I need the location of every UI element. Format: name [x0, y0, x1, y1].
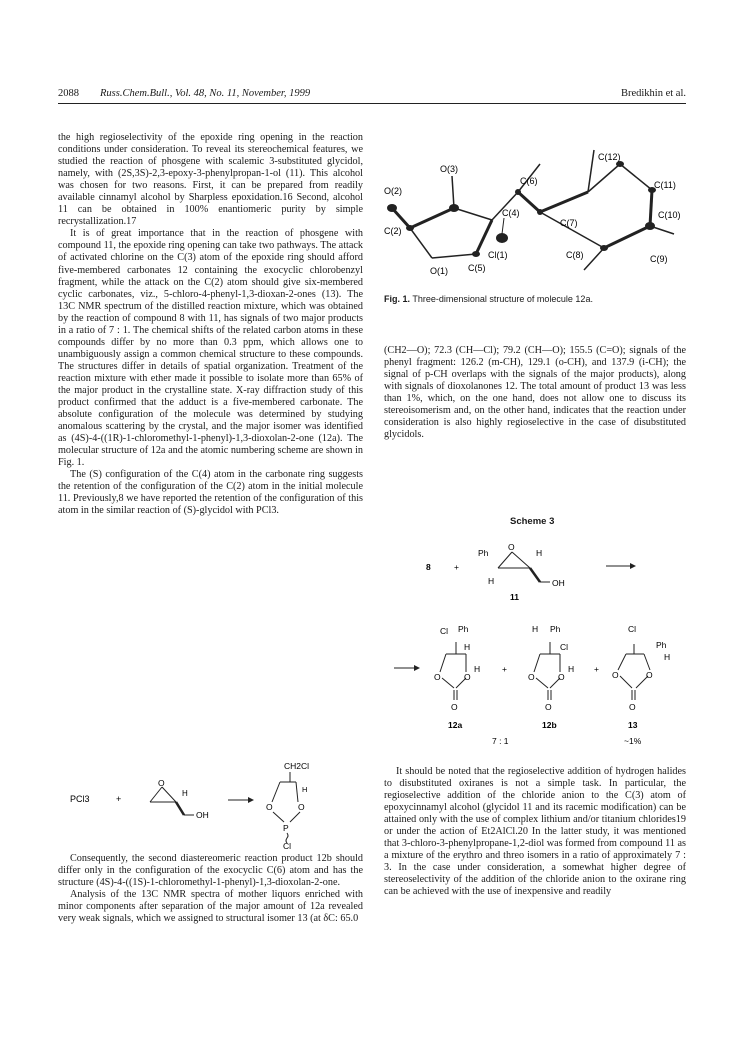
s3-o1-12b: O [528, 672, 535, 682]
s3-h-12a: H [464, 642, 471, 652]
phosphorus-label: P [283, 823, 289, 833]
scheme-3 [384, 530, 686, 760]
plus-3: + [594, 664, 599, 674]
ring-oxygen-1: O [266, 802, 273, 812]
plus-sign: + [116, 794, 122, 804]
s3-cl-12b: Cl [560, 642, 569, 652]
s3-h-1: H [536, 548, 543, 558]
arrow-head [248, 797, 254, 803]
right-column-lower [384, 766, 686, 899]
pcl3-reaction-scheme [58, 760, 363, 850]
s3-o2-12a: O [464, 672, 471, 682]
paragraph-5: Analysis of the 13C NMR spectra of mother liquors enriched with minor components after separation of the major amount of 12a revealed very weak signals, which we assigned to structural isomer 13 (at δC: 65.0 [58, 889, 363, 925]
s3-compound-11: 11 [510, 592, 519, 602]
s3-h2-12a: H [474, 664, 481, 674]
atom-label-14: C(5) [468, 263, 486, 273]
atom-label-9: C(2) [384, 226, 402, 236]
hydroxyl-label: OH [196, 810, 209, 820]
s3-o3-12a: O [451, 702, 458, 712]
s3-cl-12a: Cl [440, 626, 449, 636]
ring-oxygen-2: O [298, 802, 305, 812]
figure-1-caption [384, 294, 686, 304]
s3-h-12b: H [532, 624, 539, 634]
atom-label-2: C(6) [520, 176, 538, 186]
atom-label-11: C(8) [566, 250, 584, 260]
caption-text: Three-dimensional structure of molecule 12a. [412, 294, 593, 304]
ring-h: H [302, 785, 308, 794]
left-column [58, 132, 363, 518]
atom-label-13: O(1) [430, 266, 448, 276]
paragraph-2: It is of great importance that in the reaction of phosgene with compound 11, the epoxide ring opening can take two pathways. The attack of activated chlorine on the C(3) atom of the epoxide ring should afford five-membered carbonates 12 containing the exocyclic chlorobenzyl fragment, while the attack on the C(2) atom should give six-membered cyclic carbonates, viz., 5-chloro-4-phenyl-1,3-dioxan-2-ones (13). The 13C NMR spectrum of the distilled reaction mixture, which was obtained by the reaction of compound 8 with 11, has signals of two major products in a ratio of 7 : 1. The chemical shifts of the related carbon atoms in these compounds differ by no more than 0.3 ppm, which allows one to unambiguously assign a common chemical structure to these compounds. The structures differ in details of spatial organization. Treatment of the reaction mixture with ether made it possible to isolate more than 65% of the major product in the crystalline state. X-ray diffraction study of this product confirmed that the adduct is a five-membered carbonate. The absolute configuration of the molecule was determined by studying anomalous scattering by the crystal, and the major isomer was identified as (4S)-4-((1R)-1-chloromethyl-1-phenyl)-1,3-dioxolan-2-one (12a). The molecular structure of 12a and the atomic numbering scheme are shown in Fig. 1. [58, 228, 363, 469]
epoxide-h: H [182, 789, 188, 798]
caption-label: Fig. 1. [384, 294, 411, 304]
s3-compound-12b: 12b [542, 720, 557, 730]
s3-o1-13: O [612, 670, 619, 680]
s3-ratio: 7 : 1 [492, 736, 509, 746]
s3-compound-13: 13 [628, 720, 638, 730]
s3-o3-12b: O [545, 702, 552, 712]
chlorine-label: Cl [283, 841, 292, 850]
epoxide-oxygen: O [158, 778, 165, 788]
atom-label-7: C(7) [560, 218, 578, 228]
header-rule [58, 103, 686, 104]
atom-label-5: O(2) [384, 186, 402, 196]
chloromethyl-label: CH2Cl [284, 761, 310, 771]
reagent-8: 8 [426, 562, 431, 572]
left-column-lower [58, 853, 363, 925]
plus-2: + [502, 664, 507, 674]
atom-label-3: C(12) [598, 152, 621, 162]
glycidol-structure [150, 778, 209, 820]
dioxaphospholane-structure [266, 761, 309, 850]
paragraph-4: Consequently, the second diastereomeric reaction product 12b should differ only in the configuration of the exocyclic C(6) atom and has the structure (4S)-4-((1S)-1-chloromethyl-1-phenyl)-1,3-dioxolan-2-one. [58, 853, 363, 889]
atom-label-12: C(9) [650, 254, 668, 264]
atom-label-10: Cl(1) [488, 250, 508, 260]
atom-label-1: O(3) [440, 164, 458, 174]
right-column-upper [384, 345, 686, 441]
s3-o-1: O [508, 542, 515, 552]
s3-h2-12b: H [568, 664, 575, 674]
journal-reference: Russ.Chem.Bull., Vol. 48, No. 11, November, 1999 [100, 88, 311, 99]
page-number: 2088 [58, 88, 79, 99]
s3-minor: ~1% [624, 736, 642, 746]
s3-cl-13: Cl [628, 624, 637, 634]
plus-1: + [454, 562, 459, 572]
s3-o2-12b: O [558, 672, 565, 682]
scheme-3-title: Scheme 3 [510, 516, 555, 527]
atom-label-4: C(11) [654, 180, 676, 190]
s3-o3-13: O [629, 702, 636, 712]
atom-label-8: C(10) [658, 210, 681, 220]
s3-o2-13: O [646, 670, 653, 680]
atom-label-6: C(4) [502, 208, 520, 218]
running-authors: Bredikhin et al. [620, 88, 686, 99]
s3-oh: OH [552, 578, 565, 588]
s3-compound-12a: 12a [448, 720, 463, 730]
s3-h-13: H [664, 652, 671, 662]
s3-ph-13: Ph [656, 640, 667, 650]
paragraph-7: It should be noted that the regioselective addition of hydrogen halides to disubstituted oxiranes is not a simple task. In particular, the regioselective addition of the chloride anion to the C(3) atom of epoxycinnamyl alcohol (glycidol 11 and its racemic modification) can be attained only with the use of complex lithium and/or titanium chlorides19 or under the action of Et2AlCl.20 In the latter study, it was mentioned that 3-chloro-3-phenylpropane-1,2-diol was formed from compound 11 as a mixture of the erythro and threo isomers in a ratio of approximately 7 : 3. In the case under consideration, a somewhat higher degree of stereoselectivity of the addition of the chloride anion to the oxirane ring can be achieved with the use of inexpensive and readily [384, 766, 686, 898]
pcl3-label: PCl3 [70, 794, 90, 804]
s3-ph-12a: Ph [458, 624, 469, 634]
paragraph-6: (CH2—O); 72.3 (CH—Cl); 79.2 (CH—O); 155.5 (C=O); signals of the phenyl fragment: 126.2 (m-CH), 129.1 (o-CH), and 137.9 (i-CH); the signal of p-CH overlaps with the signals of the major products), along with signals of dioxolanones 12. The total amount of product 13 was less than 1%, which, on the one hand, does not allow one to discuss its stereoisomerism and, on the other hand, indicates that the reaction under consideration is also highly regioselective in the case of disubstituted glycidols. [384, 345, 686, 441]
paragraph-3: The (S) configuration of the C(4) atom in the carbonate ring suggests the retention of the configuration of the C(2) atom in the initial molecule 11. Previously,8 we have reported the retention of the configuration of this atom in the similar reaction of (S)-glycidol with PCl3. [58, 469, 363, 517]
s3-h-2: H [488, 576, 495, 586]
s3-o1-12a: O [434, 672, 441, 682]
s3-ph-1: Ph [478, 548, 489, 558]
figure-1-molecule [384, 130, 686, 290]
page-header [58, 88, 686, 102]
s3-ph-12b: Ph [550, 624, 561, 634]
paragraph-1: the high regioselectivity of the epoxide ring opening in the reaction conditions under consideration. To reveal its stereochemical features, we studied the reaction of phosgene with scalemic 3-substituted glycidol, namely, with (2S,3S)-2,3-epoxy-3-phenylpropan-1-ol (11). This alcohol was chosen for two reasons. First, it can be prepared from readily available cinnamyl alcohol by Sharpless epoxidation.16 Second, alcohol 11 can be obtained in 100% enantiomeric purity by simple recrystallization.17 [58, 132, 363, 228]
